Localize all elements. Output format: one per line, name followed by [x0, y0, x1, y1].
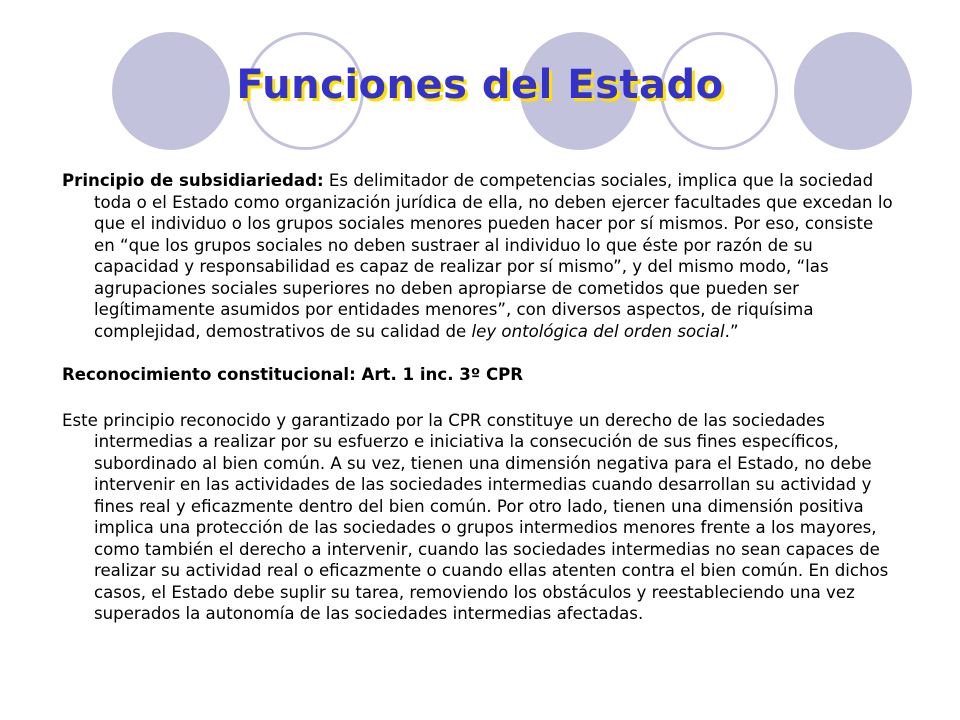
subsidiarity-italic: ley ontológica del orden social: [471, 321, 725, 341]
slide-body: [62, 170, 898, 625]
subsidiarity-lead: Principio de subsidiariedad:: [62, 171, 324, 190]
constitutional-paragraph: Este principio reconocido y garantizado por la CPR constituye un derecho de las sociedades intermedias a realizar por su esfuerzo e iniciativa la consecución de sus fines específicos, subordinado al bien común. A su vez, tienen una dimensión negativa para el Estado, no debe intervenir en las actividades de las sociedades intermedias cuando desarrollan su actividad y fines real y eficazmente dentro del bien común. Por otro lado, tienen una dimensión positiva implica una protección de las sociedades o grupos intermedios menores frente a los mayores, como también el derecho a intervenir, cuando las sociedades intermedias no sean capaces de realizar su actividad real o eficazmente o cuando ellas atenten contra el bien común. En dichos casos, el Estado debe suplir su tarea, removiendo los obstáculos y reestableciendo una vez superados la autonomía de las sociedades intermedias afectadas.: [62, 410, 889, 623]
subsidiarity-closing: .”: [724, 321, 739, 341]
subsidiarity-paragraph: [62, 170, 898, 342]
subsidiarity-text: Es delimitador de competencias sociales, implica que la sociedad toda o el Estado como organización jurídica de ella, no deben ejercer facultades que excedan lo que el individuo o los grupos sociales menores pueden hacer por sí mismos. Por eso, consiste en “que los grupos sociales no deben sustraer al individuo lo que éste por razón de su capacidad y responsabilidad es capaz de realizar por sí mismo”, y del mismo modo, “las agrupaciones sociales superiores no deben apropiarse de cometidos que pueden ser legítimamente asumidos por entidades menores”, con diversos aspectos, de riquísima complejidad, demostrativos de su calidad de: [94, 171, 893, 341]
slide-title: Funciones del Estado: [236, 62, 724, 108]
constitutional-heading: Reconocimiento constitucional: Art. 1 inc. 3º CPR: [62, 365, 524, 384]
